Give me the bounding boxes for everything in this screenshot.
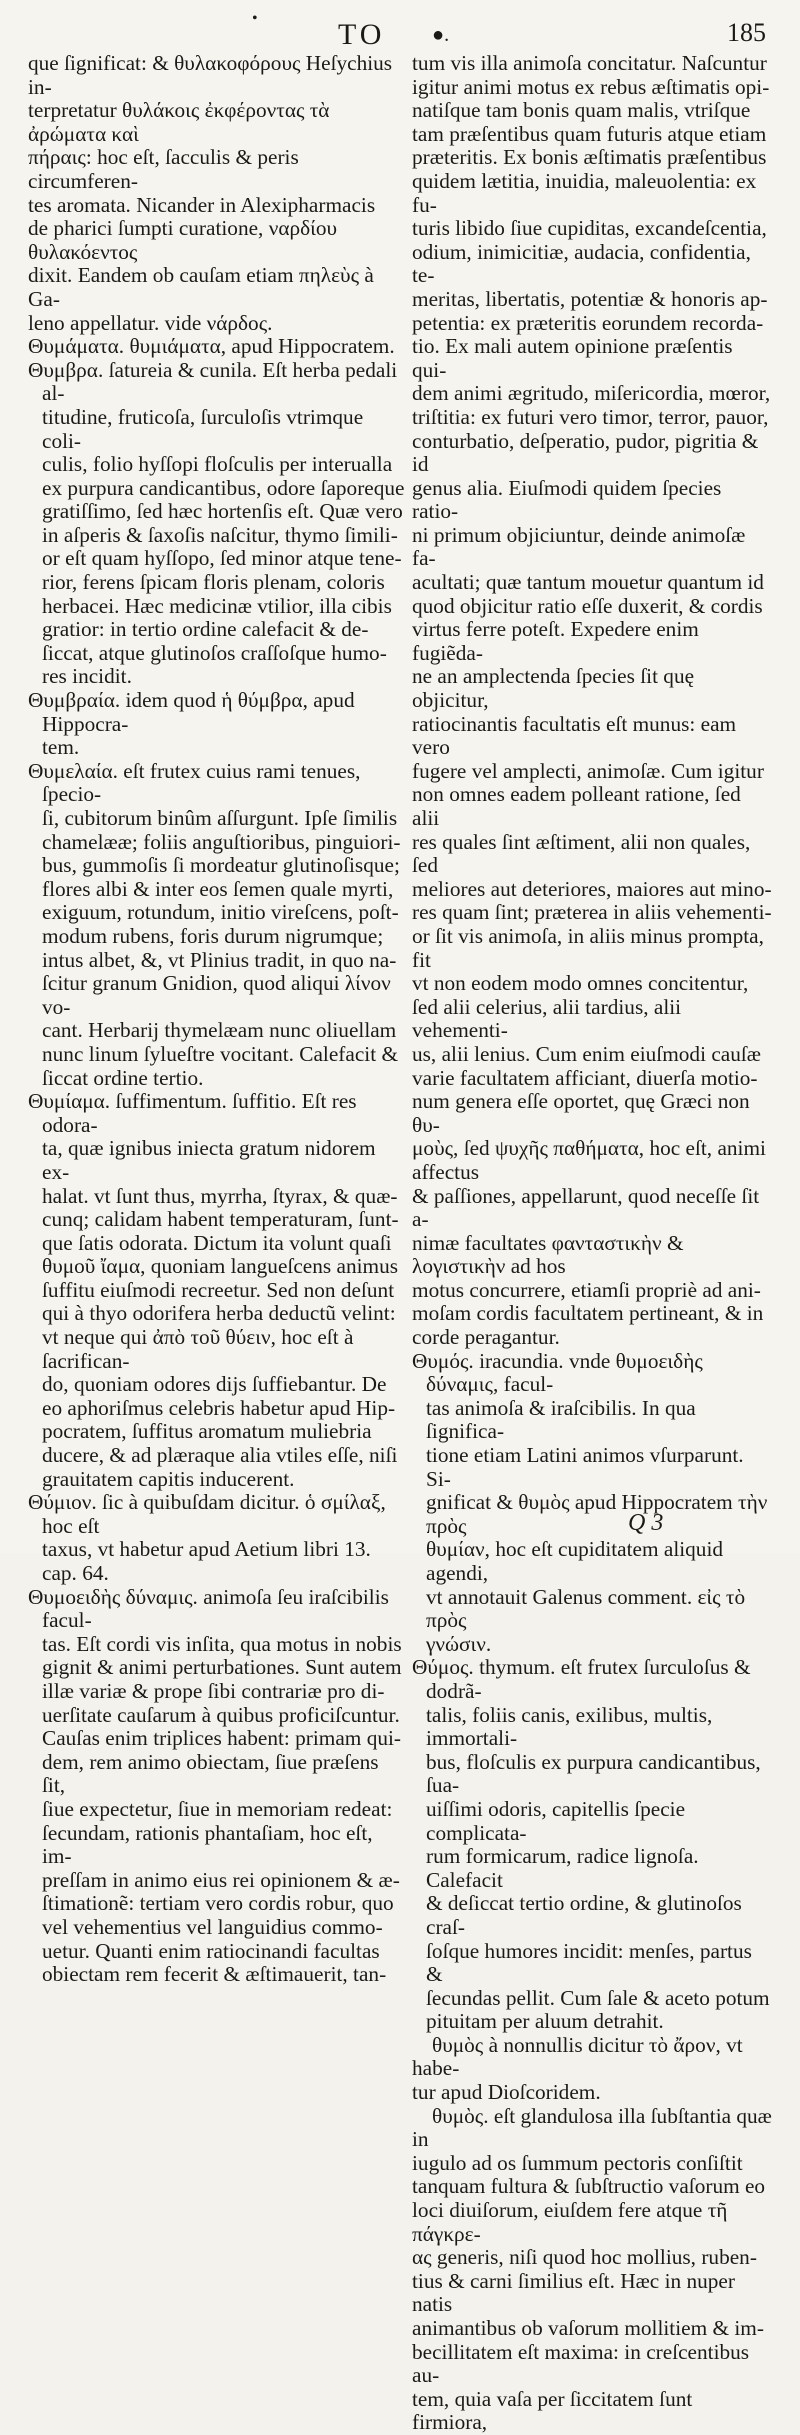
dictionary-entry: Θυμάματα. θυμιάματα, apud Hippocratem. [28, 334, 395, 359]
dictionary-entry: Θυμοειδὴς δύναμις. animoſa ſeu iraſcibilis facul- tas. Eſt cordi vis inſita, qua motus in nobis gignit & animi perturbationes. Sunt autem illæ variæ & prope ſibi contrariæ pro di- uerſitate cauſarum à quibus proficiſcuntur. Cauſas enim triplices habent: primam qui- dem, rem animo obiectam, ſiue præſens ſit, ſiue expectetur, ſiue in memoriam redeat: ſecundam, rationis phantaſiam, hoc eſt, im- preſſam in animo eius rei opinionem & æ- ſtimationẽ: tertiam vero cordis robur, quo vel vehementius vel languidius commo- uetur. Quanti enim ratiocinandi facultas obiectam rem fecerit & æſtimauerit, tan- [28, 1584, 402, 1987]
dictionary-entry: Θυμβρα. ſatureia & cunila. Eſt herba pedali al- titudine, fruticoſa, ſurculoſis vtrimque coli- culis, folio hyſſopi floſculis per interualla ex purpura candicantibus, odore ſaporeque gratiſſimo, ſed hæc hortenſis eſt. Quæ vero in aſperis & ſaxoſis naſcitur, thymo ſimili- or eſt quam hyſſopo, ſed minor atque tene- rior, ferens ſpicam floris plenam, coloris herbacei. Hæc medicinæ vtilior, illa cibis gratior: in tertio ordine calefacit & de- ſiccat, atque glutinoſos craſſoſque humo- res incidit. [28, 357, 405, 689]
header-mark: ●. [432, 24, 450, 46]
page-number: 185 [727, 18, 766, 47]
signature-mark: Q 3 [628, 1510, 664, 1536]
header-title: TO [338, 18, 386, 51]
text-block: θυμὸς. eſt glandulosa illa ſubſtantia quæ in iugulo ad os ſummum pectoris conſiſtit tanquam fultura & ſubſtructio vaſorum eo loci diuiſorum, eiuſdem fere atque τῆ πάγκρε- ας generis, niſi quod hoc mollius, ruben- tius & carni ſimilius eſt. Hæc in nuper natis animantibus ob vaſorum mollitiem & im- becillitatem eſt maxima: in creſcentibus au- tem, quia vaſa per ſiccitatem ſunt firmiora, [412, 2103, 772, 2435]
dictionary-entry: Θύμιον. ſic à quibuſdam dicitur. ὁ σμίλαξ, hoc eſt taxus, vt habetur apud Aetium libri 13. cap. 64. [28, 1490, 386, 1585]
dictionary-entry: Θυμός. iracundia. vnde θυμοειδὴς δύναμις, facul- tas animoſa & iraſcibilis. In qua ſignifica- tione etiam Latini animos vſurparunt. Si- gnificat & θυμὸς apud Hippocratem τὴν πρὸς θυμίαν, hoc eſt cupiditatem aliquid agendi, vt annotauit Galenus comment. εἰς τὸ πρὸς γνώσιν. [412, 1348, 768, 1656]
text-block: que ſignificat: & θυλακοφόρους Heſychius in- terpretatur θυλάκοις ἐκφέροντας τὰ ἀρώματα καὶ πήραις: hoc eſt, ſacculis & peris circumferen- tes aromata. Nicander in Alexipharmacis de pharici ſumpti curatione, ναρδίου θυλακόεντος dixit. Eandem ob cauſam etiam πηλεὺς à Ga- leno appellatur. vide νάρδος. [28, 51, 393, 335]
dictionary-entry: Θυμβραία. idem quod ἡ θύμβρα, apud Hippocra- tem. [28, 688, 355, 760]
text-block: θυμὸς à nonnullis dicitur τὸ ἄρον, vt habe- tur apud Dioſcoridem. [412, 2032, 743, 2105]
dictionary-entry: Θυμίαμα. ſuffimentum. ſuffitio. Eſt res odora- ta, quæ ignibus iniecta gratum nidorem ex- halat. vt ſunt thus, myrrha, ſtyrax, & quæ- cunq; calidam habent temperaturam, ſunt- que ſatis odorata. Dictum ita volunt quaſi θυμοῦ ἴαμα, quoniam langueſcens animus ſuffitu eiuſmodi recreetur. Sed non deſunt qui à thyo odorifera herba deductũ velint: vt neque qui ἀπὸ τοῦ θύειν, hoc eſt à ſacrifican- do, quoniam odores dijs ſuffiebantur. De eo aphoriſmus celebris habetur apud Hip- pocratem, ſuffitus aromatum muliebria ducere, & ad plæraque alia vtiles eſſe, niſi grauitatem capitis inducerent. [28, 1089, 399, 1491]
header-dot: • [252, 10, 258, 27]
text-block: tum vis illa animoſa concitatur. Naſcuntur igitur animi motus ex rebus æſtimatis opi- natiſque tam bonis quam malis, vtriſque tam præſentibus quam futuris atque etiam præteritis. Ex bonis æſtimatis præſentibus quidem lætitia, inuidia, maleuolentia: ex fu- turis libido ſiue cupiditas, excandeſcentia, odium, inimicitiæ, audacia, confidentia, te- meritas, libertatis, potentiæ & honoris ap- petentia: ex præteritis eorundem recorda- tio. Ex mali autem opinione præſentis qui- dem animi ægritudo, miſericordia, mœror, triſtitia: ex futuri vero timor, terror, pauor, conturbatio, deſperatio, pudor, pigritia & id genus alia. Eiuſmodi quidem ſpecies ratio- ni primum objiciuntur, deinde animoſæ fa- acultati; quæ tantum mouetur quantum id quod objicitur ratio eſſe duxerit, & cordis virtus ferre poteſt. Expedere enim fugiẽda- ne an amplectenda ſpecies ſit quę objicitur, ratiocinantis facultatis eſt munus: eam vero fugere vel amplecti, animoſæ. Cum igitur non omnes eadem polleant ratione, ſed alii res quales ſint æſtiment, alii non quales, ſed meliores aut deteriores, maiores aut mino- res quam ſint; præterea in aliis vehementi- or ſit vis animoſa, in aliis minus prompta, fit vt non eodem modo omnes concitentur, ſed alii celerius, alii tardius, alii vehementi- us, alii lenius. Cum enim eiuſmodi cauſæ varie facultatem afficiant, diuerſa motio- num genera eſſe oportet, quę Græci non θυ- μοὺς, ſed ψυχῆς παθήματα, hoc eſt, animi affectus & paſſiones, appellarunt, quod neceſſe ſit a- nimæ facultates φανταστικὴν & λογιστικὴν ad hos motus concurrere, etiamſi propriè ad ani- moſam cordis facultatem pertineant, & in corde peragantur. [412, 51, 772, 1350]
dictionary-entry: Θυμελαία. eſt frutex cuius rami tenues, ſpecio- ſi, cubitorum binûm aſſurgunt. Ipſe ſimilis chamelææ; foliis anguſtioribus, pinguiori- bus, gummoſis ſi mordeatur glutinoſisque; flores albi & inter eos ſemen quale myrti, exiguum, rotundum, initio vireſcens, poſt- modum rubens, foris durum nigrumque; intus albet, &, vt Plinius tradit, in quo na- ſcitur granum Gnidion, quod aliqui λίνον vo- cant. Herbarij thymelæam nunc oliuellam nunc linum ſylueſtre vocitant. Calefacit & ſiccat ordine tertio. [28, 758, 401, 1090]
left-column [28, 51, 406, 1987]
running-head [0, 10, 800, 54]
dictionary-entry: Θύμος. thymum. eſt frutex ſurculoſus & dodrã- talis, foliis canis, exilibus, multis, immortali- bus, floſculis ex purpura candicantibus, ſua- uiſſimi odoris, capitellis ſpecie complicata- rum formicarum, radice lignoſa. Calefacit & deſiccat tertio ordine, & glutinoſos craſ- ſoſque humores incidit: menſes, partus & ſecundas pellit. Cum ſale & aceto potum pituitam per aluum detrahit. [412, 1655, 770, 2034]
